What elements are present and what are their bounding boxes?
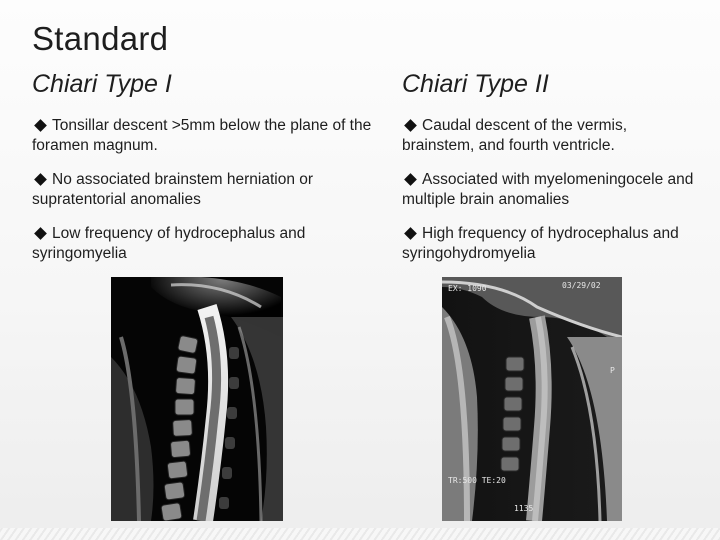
- diamond-bullet-icon: [34, 119, 47, 132]
- slide-title: Standard: [32, 20, 169, 57]
- heading-chiari-type-1: Chiari Type I: [32, 70, 172, 98]
- left-bullet-3: [32, 224, 392, 264]
- diamond-bullet-icon: [34, 173, 47, 186]
- bullet-text: No associated brainstem herniation or supratentorial anomalies: [32, 171, 314, 208]
- diamond-bullet-icon: [404, 173, 417, 186]
- diamond-bullet-icon: [404, 227, 417, 240]
- mri-overlay-params: TR:500 TE:20: [448, 476, 506, 485]
- bullet-text: Low frequency of hydrocephalus and syringomyelia: [32, 225, 306, 262]
- right-bullet-3: [402, 224, 702, 264]
- mri-overlay-id: 1135: [514, 504, 534, 513]
- bullet-text: Tonsillar descent >5mm below the plane of the foramen magnum.: [32, 117, 372, 154]
- left-bullet-2: [32, 170, 392, 210]
- diamond-bullet-icon: [34, 227, 47, 240]
- mri-overlay-orientation: P: [610, 366, 615, 375]
- mri-overlay-header: EX: 1090: [448, 284, 487, 293]
- bullet-text: High frequency of hydrocephalus and syringohydromyelia: [402, 225, 679, 262]
- footer-decoration: [0, 528, 720, 540]
- mri-image-chiari-1: [111, 277, 283, 521]
- heading-chiari-type-2: Chiari Type II: [402, 70, 549, 98]
- mri-overlay-date: 03/29/02: [562, 281, 601, 290]
- mri-image-chiari-1-graphic: [111, 277, 283, 521]
- mri-image-chiari-2: [442, 277, 622, 521]
- right-bullet-1: [402, 116, 702, 156]
- diamond-bullet-icon: [404, 119, 417, 132]
- right-bullet-2: [402, 170, 702, 210]
- left-bullet-1: [32, 116, 392, 156]
- bullet-text: Caudal descent of the vermis, brainstem, and fourth ventricle.: [402, 117, 628, 154]
- mri-image-chiari-2-graphic: [442, 277, 622, 521]
- bullet-text: Associated with myelomeningocele and multiple brain anomalies: [402, 171, 694, 208]
